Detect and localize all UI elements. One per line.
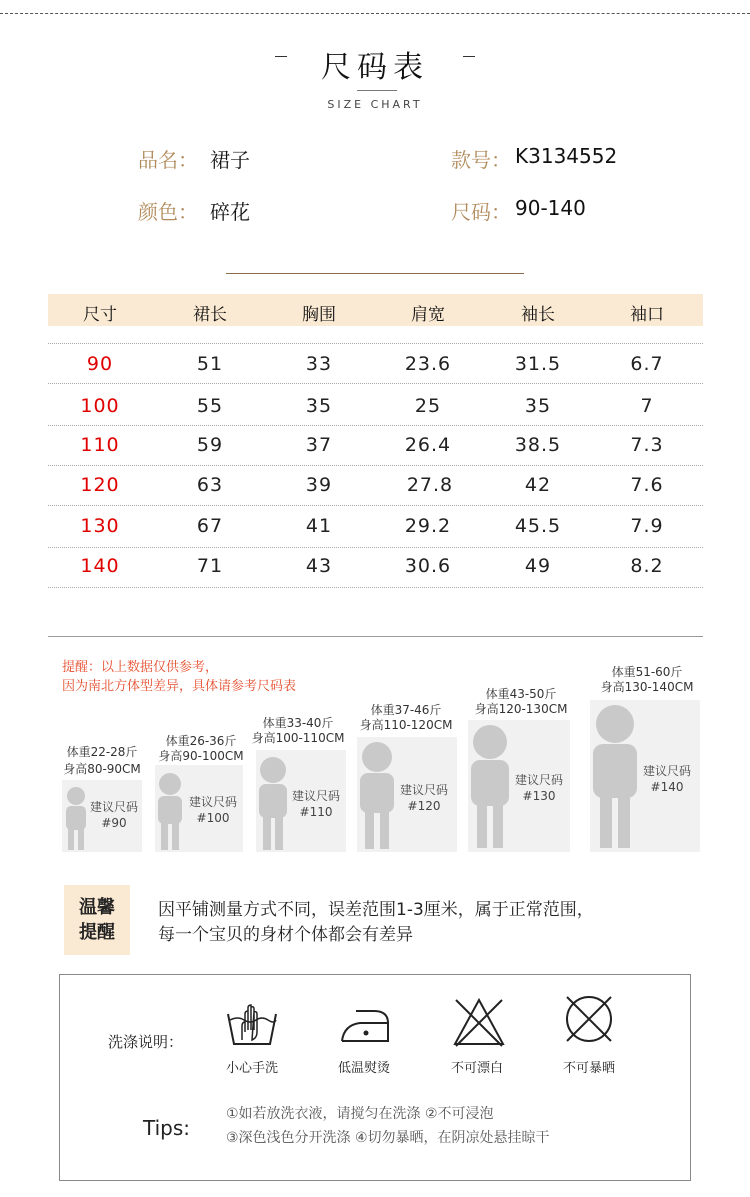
table-cell: 26.4 xyxy=(404,434,452,456)
guide-height: 身高90-100CM xyxy=(158,749,244,763)
table-row-divider xyxy=(48,383,703,384)
reminder-line-2: 因为南北方体型差异，具体请参考尺码表 xyxy=(62,679,297,694)
guide-weight: 体重51-60斤 xyxy=(611,665,683,679)
warm-tip-label-line-1: 温馨 xyxy=(79,897,115,918)
guide-card xyxy=(357,737,457,852)
guide-rec-label: 建议尺码 xyxy=(291,789,340,803)
guide-height: 身高120-130CM xyxy=(474,702,568,716)
table-cell: 37 xyxy=(305,434,333,456)
table-cell: 41 xyxy=(305,515,333,537)
warm-tip-label xyxy=(64,895,130,945)
table-cell: 27.8 xyxy=(406,474,454,496)
guide-size: #100 xyxy=(196,811,230,825)
table-cell-size: 90 xyxy=(86,353,114,375)
guide-size: #120 xyxy=(407,799,441,813)
guide-card xyxy=(590,700,700,852)
title-underline xyxy=(357,90,397,91)
table-cell: 29.2 xyxy=(404,515,452,537)
table-cell: 42 xyxy=(524,474,552,496)
no-sun-dry-icon xyxy=(563,993,615,1045)
warm-tip-line-2: 每一个宝贝的身材个体都会有差异 xyxy=(158,925,413,945)
page-title: 尺码表 xyxy=(321,50,429,85)
table-cell: 51 xyxy=(196,353,224,375)
table-cell-size: 130 xyxy=(80,515,120,537)
warm-tip-body xyxy=(158,898,594,948)
table-cell: 38.5 xyxy=(514,434,562,456)
page-subtitle: SIZE CHART xyxy=(327,98,423,111)
top-dashed-divider xyxy=(0,13,750,14)
guide-rec-label: 建议尺码 xyxy=(642,764,691,778)
guide-rec-label: 建议尺码 xyxy=(399,783,448,797)
warm-tip-line-1: 因平铺测量方式不同，误差范围1-3厘米，属于正常范围， xyxy=(158,900,594,920)
guide-weight: 体重33-40斤 xyxy=(262,716,334,730)
table-row-divider xyxy=(48,343,703,344)
child-silhouette-icon xyxy=(155,771,185,851)
table-cell-size: 110 xyxy=(80,434,120,456)
care-icon-label: 不可漂白 xyxy=(450,1061,503,1076)
table-cell: 25 xyxy=(414,395,442,417)
reminder-line-1: 提醒：以上数据仅供参考， xyxy=(62,660,219,675)
guide-card xyxy=(256,750,346,852)
table-row-divider xyxy=(48,425,703,426)
guide-weight: 体重43-50斤 xyxy=(485,687,557,701)
guide-weight: 体重37-46斤 xyxy=(370,703,442,717)
child-silhouette-icon xyxy=(468,722,512,850)
table-cell: 59 xyxy=(196,434,224,456)
care-icon-label: 不可暴晒 xyxy=(562,1061,615,1076)
table-cell: 7.9 xyxy=(630,515,664,537)
table-header-cell: 袖长 xyxy=(521,305,555,325)
guide-size: #130 xyxy=(522,789,556,803)
table-header-cell: 胸围 xyxy=(302,305,336,325)
title-left-dash xyxy=(275,56,287,57)
tips-label: Tips: xyxy=(143,1116,191,1140)
care-icon-label: 低温熨烫 xyxy=(337,1061,390,1076)
table-cell: 55 xyxy=(196,395,224,417)
table-cell: 8.2 xyxy=(630,555,664,577)
child-silhouette-icon xyxy=(256,754,290,852)
iron-low-icon xyxy=(340,1005,390,1045)
guide-rec-label: 建议尺码 xyxy=(514,773,563,787)
no-bleach-icon xyxy=(452,996,506,1048)
section-divider xyxy=(48,636,703,637)
guide-rec-label: 建议尺码 xyxy=(89,800,138,814)
size-range-label: 尺码： xyxy=(451,200,511,224)
table-row-divider xyxy=(48,505,703,506)
guide-height: 身高110-120CM xyxy=(359,718,453,732)
child-silhouette-icon xyxy=(357,739,397,851)
table-cell: 45.5 xyxy=(514,515,562,537)
child-silhouette-icon xyxy=(590,702,640,850)
table-cell-size: 140 xyxy=(80,555,120,577)
table-cell: 23.6 xyxy=(404,353,452,375)
table-cell: 7.6 xyxy=(630,474,664,496)
table-cell: 6.7 xyxy=(630,353,664,375)
table-cell-size: 120 xyxy=(80,474,120,496)
table-cell: 43 xyxy=(305,555,333,577)
table-header-cell: 肩宽 xyxy=(411,305,445,325)
tips-line-2: ③深色浅色分开洗涤 ④切勿暴晒，在阴凉处悬挂晾干 xyxy=(226,1130,550,1146)
table-cell: 67 xyxy=(196,515,224,537)
table-header-cell: 裙长 xyxy=(193,305,227,325)
care-label: 洗涤说明： xyxy=(108,1033,184,1051)
title-right-dash xyxy=(463,56,475,57)
table-cell: 7.3 xyxy=(630,434,664,456)
guide-height: 身高80-90CM xyxy=(63,762,141,776)
color-label: 颜色： xyxy=(138,200,198,224)
hand-wash-icon xyxy=(226,1000,278,1046)
table-cell: 71 xyxy=(196,555,224,577)
guide-rec-label: 建议尺码 xyxy=(188,795,237,809)
info-divider xyxy=(226,273,524,274)
care-icon-label: 小心手洗 xyxy=(225,1061,278,1076)
table-header-cell: 尺寸 xyxy=(83,305,117,325)
color-value: 碎花 xyxy=(210,200,250,224)
size-range-value: 90-140 xyxy=(515,196,586,220)
guide-size: #90 xyxy=(101,816,127,830)
table-cell: 39 xyxy=(305,474,333,496)
table-cell: 35 xyxy=(305,395,333,417)
style-number-label: 款号： xyxy=(451,148,511,172)
table-cell: 63 xyxy=(196,474,224,496)
tips-line-1: ①如若放洗衣液，请搅匀在洗涤 ②不可浸泡 xyxy=(226,1106,494,1122)
table-cell: 7 xyxy=(640,395,654,417)
guide-card xyxy=(155,765,243,852)
table-row-divider xyxy=(48,587,703,588)
table-cell: 33 xyxy=(305,353,333,375)
product-name-label: 品名： xyxy=(138,148,198,172)
table-cell: 35 xyxy=(524,395,552,417)
guide-card xyxy=(62,780,142,852)
guide-weight: 体重26-36斤 xyxy=(165,734,237,748)
guide-height: 身高130-140CM xyxy=(600,680,694,694)
table-header-cell: 袖口 xyxy=(630,305,664,325)
table-cell: 31.5 xyxy=(514,353,562,375)
table-cell: 30.6 xyxy=(404,555,452,577)
table-cell: 49 xyxy=(524,555,552,577)
warm-tip-label-line-2: 提醒 xyxy=(79,922,115,943)
table-row-divider xyxy=(48,465,703,466)
style-number-value: K3134552 xyxy=(515,144,618,168)
guide-height: 身高100-110CM xyxy=(251,731,345,745)
guide-size: #110 xyxy=(299,805,333,819)
table-row-divider xyxy=(48,547,703,548)
guide-size: #140 xyxy=(650,780,684,794)
guide-weight: 体重22-28斤 xyxy=(66,745,138,759)
table-cell-size: 100 xyxy=(80,395,120,417)
product-name-value: 裙子 xyxy=(210,148,250,172)
guide-card xyxy=(468,720,570,852)
